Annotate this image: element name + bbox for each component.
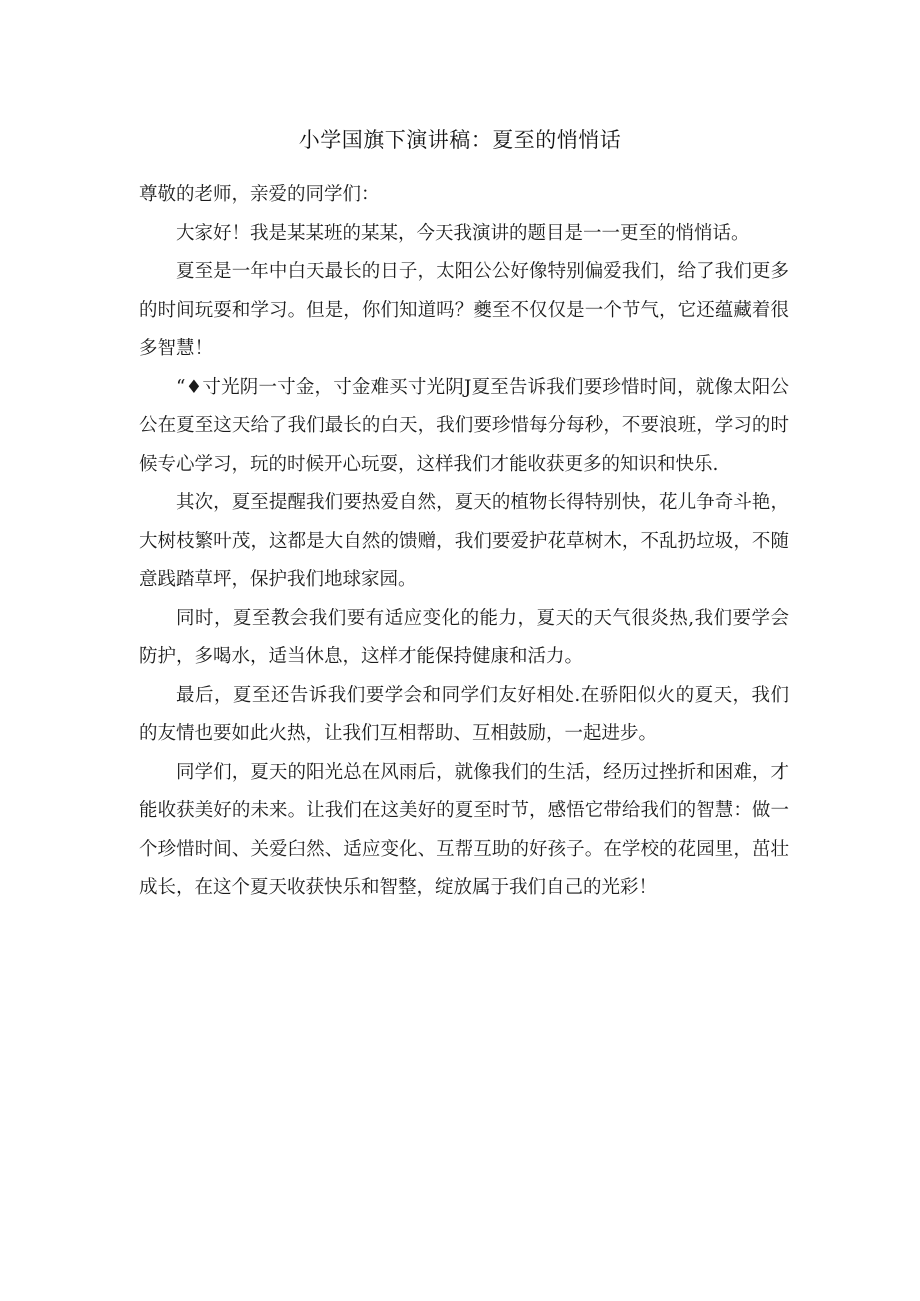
salutation: 尊敬的老师，亲爱的同学们： (139, 184, 380, 205)
paragraph-greeting: 大家好！我是某某班的某某，今天我演讲的题目是一一更至的悄悄话。 (176, 222, 750, 244)
paragraph-conclusion: 同学们，夏天的阳光总在风雨后，就像我们的生活，经历过挫折和困难，才能收获美好的未来。让我们在这美好的夏至时节，感悟它带给我们的智慧：做一个珍惜时间、关爱臼然、适应变化、互帮互助的好孩子。在学校的花园里，茁壮成长，在这个夏天收获快乐和智整，绽放属于我们自己的光彩！ (139, 761, 789, 898)
document-title: 小学国旗下演讲稿：夏至的悄悄话 (298, 128, 622, 152)
paragraph-nature: 其次，夏至提醒我们要热爱自然，夏天的植物长得特别快，花儿争奇斗艳，大树枝繁叶茂，这都是大自然的馈赠，我们要爱护花草树木，不乱扔垃圾，不随意践踏草坪，保护我们地球家园。 (139, 492, 789, 590)
paragraph-adaptation: 同时，夏至教会我们要有适应变化的能力，夏天的天气很炎热,我们要学会防护，多喝水，适当休息，这样才能保持健康和活力。 (139, 607, 789, 667)
document-body (139, 176, 789, 908)
paragraph-intro: 夏至是一年中白天最长的日子，太阳公公好像特别偏爱我们，给了我们更多的时间玩耍和学习。但是，你们知道吗？夔至不仅仅是一个节气，它还蕴藏着很多智慧！ (139, 261, 789, 359)
paragraph-friendship: 最后，夏至还告诉我们要学会和同学们友好相处.在骄阳似火的夏天，我们的友情也要如此火热，让我们互相帮助、互相鼓励，一起进步。 (139, 684, 789, 744)
paragraph-time: “♦寸光阴一寸金，寸金难买寸光阴J夏至告诉我们要珍惜时间，就像太阳公公在夏至这天给了我们最长的白天，我们要珍惜每分每秒，不要浪班，学习的时候专心学习，玩的时候开心玩耍，这样我们才能收获更多的知识和快乐. (139, 376, 789, 475)
